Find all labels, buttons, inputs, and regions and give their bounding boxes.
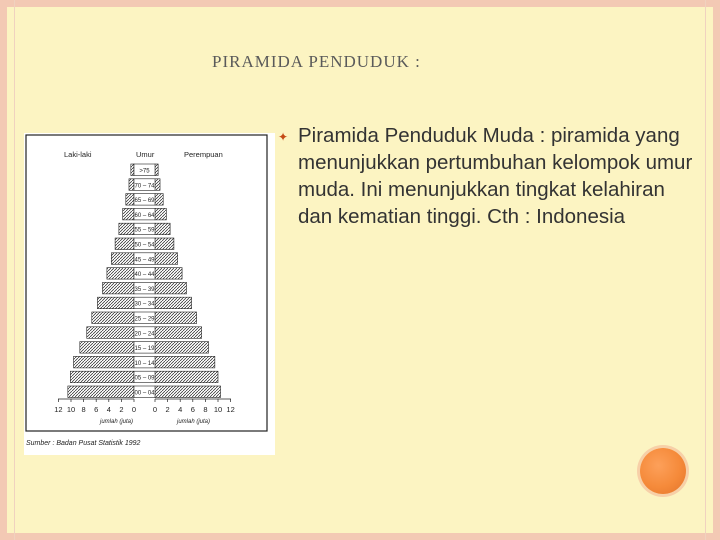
right-tick-label: 4 xyxy=(178,405,183,414)
female-bar xyxy=(155,297,192,309)
male-bar xyxy=(87,327,134,339)
female-bar xyxy=(155,253,178,264)
population-pyramid-figure xyxy=(24,133,275,455)
age-header: Umur xyxy=(136,150,155,159)
female-bar xyxy=(155,268,182,280)
female-bar xyxy=(155,164,158,176)
female-bar xyxy=(155,312,197,324)
left-axis-label: jumlah (juta) xyxy=(100,419,134,425)
right-tick-label: 2 xyxy=(165,405,170,414)
left-tick-label: 10 xyxy=(66,405,76,414)
female-bar xyxy=(155,282,187,294)
male-header: Laki-laki xyxy=(64,150,92,159)
figure-source: Sumber : Badan Pusat Statistik 1992 xyxy=(26,440,141,447)
age-group-label: 35 – 39 xyxy=(134,286,155,293)
left-tick-label: 2 xyxy=(119,405,124,414)
age-group-label: 30 – 34 xyxy=(134,301,155,308)
male-bar xyxy=(103,282,135,294)
age-group-label: 05 – 09 xyxy=(134,375,155,382)
female-bar xyxy=(155,179,160,191)
left-border-line xyxy=(14,0,15,540)
female-bar xyxy=(155,194,163,206)
female-bar xyxy=(155,386,221,398)
male-bar xyxy=(97,297,134,309)
female-bar xyxy=(155,223,170,235)
age-group-label: 15 – 19 xyxy=(134,346,155,353)
male-bar xyxy=(111,253,134,264)
left-tick-label: 12 xyxy=(54,405,63,414)
age-group-label: 60 – 64 xyxy=(134,212,155,219)
male-bar xyxy=(80,342,134,354)
male-bar xyxy=(119,223,134,235)
right-tick-label: 0 xyxy=(152,405,158,414)
decorative-circle xyxy=(640,448,686,494)
male-bar xyxy=(74,356,134,368)
age-group-label: 40 – 44 xyxy=(134,272,155,279)
left-tick-label: 8 xyxy=(81,405,86,414)
right-tick-label: 12 xyxy=(226,405,235,414)
male-bar xyxy=(131,164,134,176)
right-tick-label: 8 xyxy=(203,405,208,414)
age-group-label: 55 – 59 xyxy=(134,227,155,234)
female-bar xyxy=(155,356,215,368)
age-group-label: 20 – 24 xyxy=(134,331,155,338)
age-group-label: 45 – 49 xyxy=(134,257,155,264)
male-bar xyxy=(123,208,134,220)
female-bar xyxy=(155,371,218,383)
male-bar xyxy=(68,386,134,398)
right-tick-label: 6 xyxy=(190,405,195,414)
female-bar xyxy=(155,327,202,339)
age-group-label: 10 – 14 xyxy=(134,360,155,367)
age-group-label: 65 – 69 xyxy=(134,198,155,205)
female-bar xyxy=(155,238,174,250)
female-bar xyxy=(155,342,209,354)
slide-title: PIRAMIDA PENDUDUK : xyxy=(212,52,421,71)
right-tick-label: 10 xyxy=(213,405,223,414)
male-bar xyxy=(115,238,134,250)
right-border-line xyxy=(705,0,706,540)
age-group-label: 25 – 29 xyxy=(134,316,155,323)
age-group-label: 70 – 74 xyxy=(134,183,155,190)
male-bar xyxy=(107,268,134,280)
age-group-label: 00 – 04 xyxy=(134,390,155,397)
female-header: Perempuan xyxy=(184,150,223,159)
age-group-label: 50 – 54 xyxy=(134,242,155,249)
age-group-label: >75 xyxy=(139,168,150,175)
male-bar xyxy=(70,371,134,383)
male-bar xyxy=(129,179,134,191)
population-pyramid-svg xyxy=(24,133,275,455)
male-bar xyxy=(126,194,134,206)
female-bar xyxy=(155,208,166,220)
left-tick-label: 0 xyxy=(131,405,137,414)
left-tick-label: 6 xyxy=(94,405,99,414)
diamond-bullet-icon: ✦ xyxy=(278,130,289,144)
bullet-text: Piramida Penduduk Muda : piramida yang menunjukkan pertumbuhan kelompok umur muda. Ini menunjukkan tingkat kelahiran dan kematian tinggi. Cth : Indonesia xyxy=(298,124,693,228)
left-tick-label: 4 xyxy=(106,405,111,414)
male-bar xyxy=(92,312,134,324)
right-axis-label: jumlah (juta) xyxy=(177,419,211,425)
